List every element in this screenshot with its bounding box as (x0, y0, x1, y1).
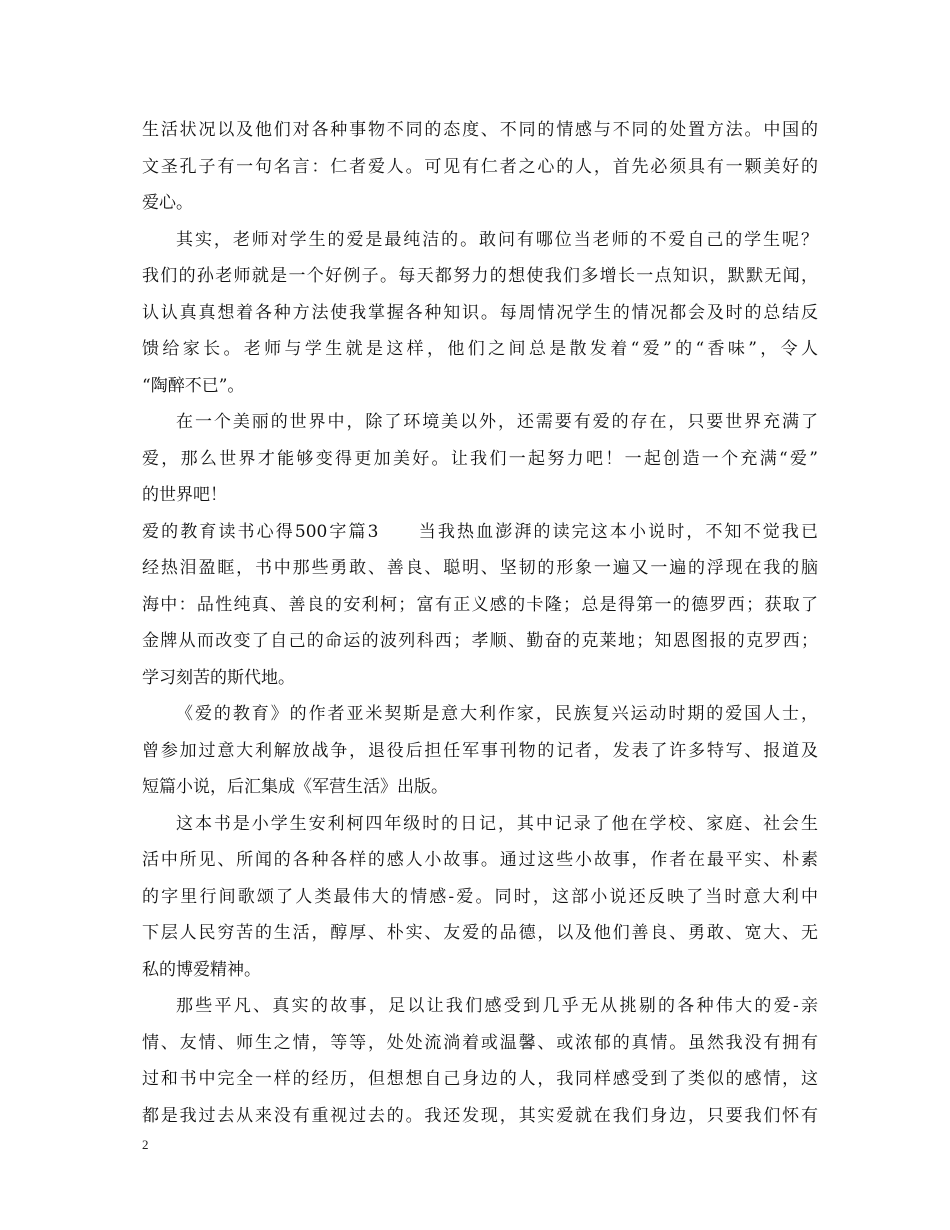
text-line: 金牌从而改变了自己的命运的波列科西；孝顺、勤奋的克莱地；知恩图报的克罗西； (142, 631, 818, 651)
text-line: “陶醉不已”。 (142, 375, 245, 396)
text-line: 我们的孙老师就是一个好例子。每天都努力的想使我们多增长一点知识，默默无闻， (142, 266, 818, 286)
text-line: 《爱的教育》的作者亚米契斯是意大利作家，民族复兴运动时期的爱国人士， (176, 704, 818, 724)
text-line: 经热泪盈眶，书中那些勇敢、善良、聪明、坚韧的形象一遍又一遍的浮现在我的脑 (142, 558, 818, 578)
text-line: 海中：品性纯真、善良的安利柯；富有正义感的卡隆；总是得第一的德罗西；获取了 (142, 594, 818, 615)
text-line: 活中所见、所闻的各种各样的感人小故事。通过这些小故事，作者在最平实、朴素 (142, 850, 818, 870)
text-line: 的字里行间歌颂了人类最伟大的情感-爱。同时，这部小说还反映了当时意大利中 (142, 886, 818, 907)
text-line: 爱，那么世界才能够变得更加美好。让我们一起努力吧！一起创造一个充满“爱” (142, 448, 818, 469)
text-line: 下层人民穷苦的生活，醇厚、朴实、友爱的品德，以及他们善良、勇敢、宽大、无 (142, 923, 818, 943)
page-number: 2 (142, 1137, 149, 1152)
text-line: 爱心。 (142, 193, 193, 213)
text-line: 在一个美丽的世界中，除了环境美以外，还需要有爱的存在，只要世界充满了 (176, 412, 818, 432)
document-body (142, 112, 818, 1134)
text-line: 都是我过去从来没有重视过去的。我还发现，其实爱就在我们身边，只要我们怀有 (142, 1105, 818, 1126)
text-line: 过和书中完全一样的经历，但想想自己身边的人，我同样感受到了类似的感情，这 (142, 1069, 818, 1089)
text-line: 其实，老师对学生的爱是最纯洁的。敢问有哪位当老师的不爱自己的学生呢？ (176, 229, 818, 250)
text-line: 情、友情、师生之情，等等，处处流淌着或温馨、或浓郁的真情。虽然我没有拥有 (142, 1032, 818, 1053)
text-line: 馈给家长。老师与学生就是这样，他们之间总是散发着“爱”的“香味”，令人 (142, 339, 818, 359)
text-line: 短篇小说，后汇集成《军营生活》出版。 (142, 777, 448, 797)
text-line: 学习刻苦的斯代地。 (142, 667, 295, 688)
text-line: 生活状况以及他们对各种事物不同的态度、不同的情感与不同的处置方法。中国的 (142, 120, 818, 140)
text-line: 这本书是小学生安利柯四年级时的日记，其中记录了他在学校、家庭、社会生 (176, 813, 818, 834)
text-line: 文圣孔子有一句名言：仁者爱人。可见有仁者之心的人，首先必须具有一颗美好的 (142, 156, 818, 177)
text-line: 私的博爱精神。 (142, 959, 261, 980)
text-line: 那些平凡、真实的故事，足以让我们感受到几乎无从挑剔的各种伟大的爱-亲 (176, 996, 818, 1016)
text-line: 的世界吧！ (142, 485, 227, 505)
text-line: 曾参加过意大利解放战争，退役后担任军事刊物的记者，发表了许多特写、报道及 (142, 740, 818, 761)
text-line: 认认真真想着各种方法使我掌握各种知识。每周情况学生的情况都会及时的总结反 (142, 302, 818, 323)
section-heading-line: 爱的教育读书心得500字篇3 当我热血澎湃的读完这本小说时，不知不觉我已 (142, 521, 818, 542)
